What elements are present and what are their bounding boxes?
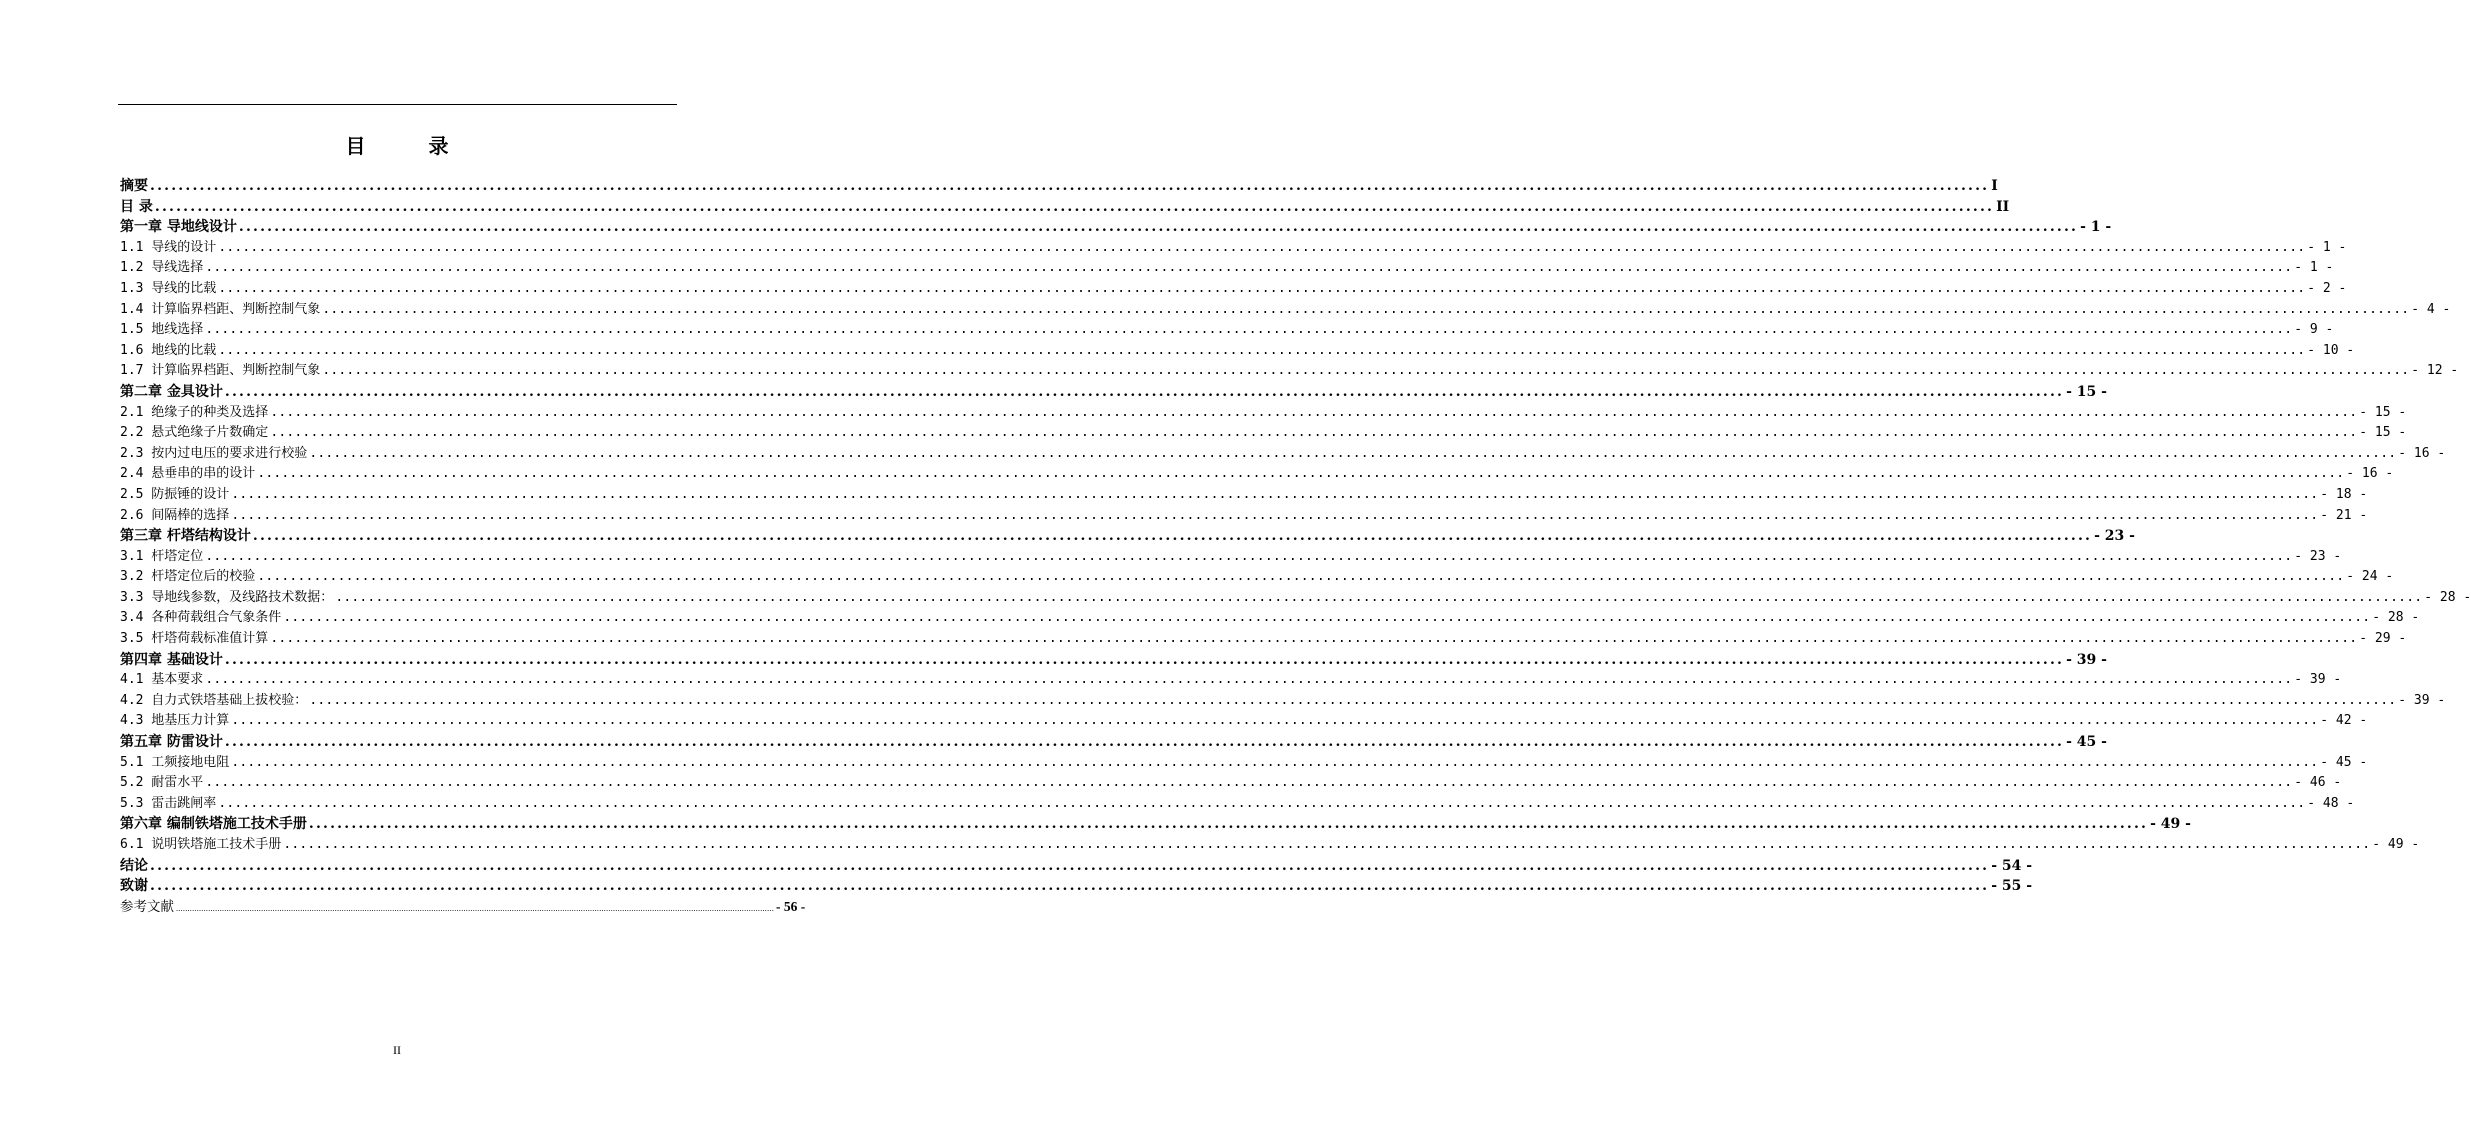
toc-entry-page: - 24 - bbox=[2346, 569, 2394, 585]
toc-entry-page: - 10 - bbox=[2307, 342, 2355, 358]
toc-dot-leader: .................................................................................................................................................................................................................................................................... bbox=[322, 301, 2410, 317]
toc-entry-page: - 28 - bbox=[2424, 589, 2471, 605]
toc-entry-label: 2.2 悬式绝缘子片数确定 bbox=[120, 425, 269, 441]
toc-entry[interactable] bbox=[120, 341, 2355, 362]
toc-entry[interactable] bbox=[120, 691, 2446, 712]
toc-dot-leader: .................................................................................................................................................................................................................................................................... bbox=[270, 404, 2358, 420]
toc-dot-leader: .................................................................................................................................................................................................................................................................... bbox=[218, 342, 2306, 358]
toc-dot-leader: .................................................................................................................................................................................................................................................................... bbox=[176, 903, 774, 913]
toc-entry-label: 第二章 金具设计 bbox=[120, 383, 223, 400]
toc-entry[interactable] bbox=[120, 403, 2407, 424]
toc-entry-label: 2.5 防振锤的设计 bbox=[120, 486, 230, 502]
toc-entry-label: 5.2 耐雷水平 bbox=[120, 775, 204, 791]
toc-dot-leader: .................................................................................................................................................................................................................................................................... bbox=[205, 260, 2293, 276]
toc-entry-page: - 15 - bbox=[2359, 425, 2407, 441]
toc-dot-leader: .................................................................................................................................................................................................................................................................... bbox=[205, 322, 2293, 338]
toc-dot-leader: .................................................................................................................................................................................................................................................................... bbox=[257, 569, 2345, 585]
toc-entry-page: - 39 - bbox=[2398, 692, 2446, 708]
toc-entry-page: - 54 - bbox=[1991, 857, 2033, 874]
toc-entry-label: 2.4 悬垂串的串的设计 bbox=[120, 466, 256, 482]
toc-entry-label: 4.3 地基压力计算 bbox=[120, 713, 230, 729]
toc-dot-leader: .................................................................................................................................................................................................................................................................... bbox=[224, 651, 2065, 668]
toc-entry[interactable] bbox=[120, 526, 2135, 547]
toc-dot-leader: .................................................................................................................................................................................................................................................................... bbox=[154, 198, 1995, 215]
toc-dot-leader: .................................................................................................................................................................................................................................................................... bbox=[309, 445, 2397, 461]
toc-entry-label: 1.4 计算临界档距、判断控制气象 bbox=[120, 301, 321, 317]
toc-entry-label: 3.4 各种荷载组合气象条件 bbox=[120, 610, 282, 626]
toc-dot-leader: .................................................................................................................................................................................................................................................................... bbox=[231, 713, 2319, 729]
toc-dot-leader: .................................................................................................................................................................................................................................................................... bbox=[231, 507, 2319, 523]
toc-entry-page: - 15 - bbox=[2066, 383, 2107, 400]
toc-dot-leader: .................................................................................................................................................................................................................................................................... bbox=[257, 466, 2345, 482]
toc-entry[interactable] bbox=[120, 485, 2368, 506]
toc-entry[interactable] bbox=[120, 629, 2407, 650]
toc-dot-leader: .................................................................................................................................................................................................................................................................... bbox=[270, 425, 2358, 441]
toc-dot-leader: .................................................................................................................................................................................................................................................................... bbox=[231, 754, 2319, 770]
toc-dot-leader: .................................................................................................................................................................................................................................................................... bbox=[309, 692, 2397, 708]
toc-entry[interactable] bbox=[120, 258, 2334, 279]
toc-entry-page: - 9 - bbox=[2294, 322, 2334, 338]
toc-dot-leader: .................................................................................................................................................................................................................................................................... bbox=[283, 837, 2371, 852]
toc-entry[interactable] bbox=[120, 197, 2010, 218]
toc-entry-label: 参考文献 bbox=[120, 898, 174, 914]
table-of-contents bbox=[120, 176, 2471, 917]
toc-entry-page: - 4 - bbox=[2411, 301, 2451, 317]
toc-dot-leader: .................................................................................................................................................................................................................................................................... bbox=[238, 219, 2079, 236]
toc-dot-leader: .................................................................................................................................................................................................................................................................... bbox=[335, 589, 2423, 605]
toc-dot-leader: .................................................................................................................................................................................................................................................................... bbox=[252, 528, 2093, 545]
toc-entry-label: 1.5 地线选择 bbox=[120, 322, 204, 338]
toc-entry-label: 2.3 按内过电压的要求进行校验 bbox=[120, 445, 308, 461]
toc-entry-label: 6.1 说明铁塔施工技术手册 bbox=[120, 837, 282, 852]
toc-dot-leader: .................................................................................................................................................................................................................................................................... bbox=[150, 878, 1990, 895]
toc-entry-page: - 29 - bbox=[2359, 631, 2407, 647]
toc-entry-label: 目 录 bbox=[120, 198, 153, 215]
toc-entry-page: - 28 - bbox=[2372, 610, 2420, 626]
toc-entry[interactable] bbox=[120, 567, 2394, 588]
toc-entry[interactable] bbox=[120, 876, 2033, 897]
toc-entry[interactable] bbox=[120, 835, 2420, 856]
toc-entry-label: 结论 bbox=[120, 857, 148, 874]
toc-entry[interactable] bbox=[120, 320, 2334, 341]
toc-entry[interactable] bbox=[120, 732, 2107, 753]
toc-entry-label: 第四章 基础设计 bbox=[120, 651, 223, 668]
toc-entry-page: I bbox=[1991, 178, 1998, 194]
toc-dot-leader: .................................................................................................................................................................................................................................................................... bbox=[283, 610, 2371, 626]
footer-page-number: II bbox=[393, 1043, 401, 1057]
toc-entry-label: 2.1 绝缘子的种类及选择 bbox=[120, 404, 269, 420]
toc-entry-label: 3.3 导地线参数，及线路技术数据： bbox=[120, 589, 334, 605]
toc-entry-page: - 45 - bbox=[2066, 734, 2107, 751]
toc-entry-label: 5.1 工频接地电阻 bbox=[120, 754, 230, 770]
toc-entry[interactable] bbox=[120, 650, 2107, 671]
toc-entry-label: 1.2 导线选择 bbox=[120, 260, 204, 276]
toc-entry-label: 第六章 编制铁塔施工技术手册 bbox=[120, 816, 307, 833]
toc-entry-label: 5.3 雷击跳闸率 bbox=[120, 795, 217, 811]
toc-entry-label: 致谢 bbox=[120, 878, 148, 895]
toc-entry-label: 第五章 防雷设计 bbox=[120, 734, 223, 751]
toc-entry[interactable] bbox=[120, 608, 2420, 629]
toc-entry-label: 1.3 导线的比载 bbox=[120, 280, 217, 296]
toc-entry-label: 3.1 杆塔定位 bbox=[120, 548, 204, 564]
toc-entry-page: - 42 - bbox=[2320, 713, 2368, 729]
toc-entry-page: - 49 - bbox=[2372, 837, 2420, 852]
toc-entry[interactable] bbox=[120, 670, 2342, 691]
toc-entry-page: - 2 - bbox=[2307, 280, 2347, 296]
toc-dot-leader: .................................................................................................................................................................................................................................................................... bbox=[218, 280, 2306, 296]
toc-entry[interactable] bbox=[120, 753, 2368, 774]
toc-entry[interactable] bbox=[120, 814, 2191, 835]
toc-entry-label: 4.1 基本要求 bbox=[120, 672, 204, 688]
toc-entry[interactable] bbox=[120, 361, 2459, 382]
toc-dot-leader: .................................................................................................................................................................................................................................................................... bbox=[322, 363, 2410, 379]
toc-entry-page: - 46 - bbox=[2294, 775, 2342, 791]
toc-dot-leader: .................................................................................................................................................................................................................................................................... bbox=[270, 631, 2358, 647]
toc-entry[interactable] bbox=[120, 464, 2394, 485]
toc-entry-page: - 16 - bbox=[2346, 466, 2394, 482]
toc-entry-label: 1.1 导线的设计 bbox=[120, 239, 217, 255]
toc-entry-label: 2.6 间隔棒的选择 bbox=[120, 507, 230, 523]
toc-entry-page: - 12 - bbox=[2411, 363, 2459, 379]
toc-entry[interactable] bbox=[120, 217, 2112, 238]
toc-dot-leader: .................................................................................................................................................................................................................................................................... bbox=[224, 383, 2065, 400]
toc-entry[interactable] bbox=[120, 588, 2471, 609]
toc-entry-page: - 45 - bbox=[2320, 754, 2368, 770]
toc-dot-leader: .................................................................................................................................................................................................................................................................... bbox=[218, 239, 2306, 255]
toc-entry[interactable] bbox=[120, 547, 2342, 568]
toc-title: 目 录 bbox=[345, 134, 477, 158]
toc-entry-page: - 23 - bbox=[2094, 528, 2135, 545]
toc-entry-page: - 23 - bbox=[2294, 548, 2342, 564]
toc-entry-page: - 1 - bbox=[2294, 260, 2334, 276]
toc-entry-page: II bbox=[1996, 198, 2010, 215]
toc-entry-page: - 1 - bbox=[2080, 219, 2112, 236]
toc-entry[interactable] bbox=[120, 856, 2033, 877]
toc-entry-page: - 15 - bbox=[2359, 404, 2407, 420]
toc-entry-page: - 18 - bbox=[2320, 486, 2368, 502]
toc-entry-page: - 56 - bbox=[776, 898, 806, 914]
toc-dot-leader: .................................................................................................................................................................................................................................................................... bbox=[218, 795, 2306, 811]
toc-entry-label: 摘要 bbox=[120, 178, 148, 194]
toc-dot-leader: .................................................................................................................................................................................................................................................................... bbox=[205, 775, 2293, 791]
toc-entry[interactable] bbox=[120, 711, 2368, 732]
toc-entry-label: 第一章 导地线设计 bbox=[120, 219, 237, 236]
toc-dot-leader: .................................................................................................................................................................................................................................................................... bbox=[308, 816, 2149, 833]
toc-entry[interactable] bbox=[120, 382, 2107, 403]
toc-dot-leader: .................................................................................................................................................................................................................................................................... bbox=[205, 548, 2293, 564]
toc-dot-leader: .................................................................................................................................................................................................................................................................... bbox=[205, 672, 2293, 688]
header-rule bbox=[118, 104, 677, 105]
toc-entry[interactable] bbox=[120, 444, 2446, 465]
toc-entry[interactable] bbox=[120, 279, 2347, 300]
toc-entry-page: - 39 - bbox=[2294, 672, 2342, 688]
toc-dot-leader: .................................................................................................................................................................................................................................................................... bbox=[150, 178, 1990, 194]
toc-entry-label: 1.7 计算临界档距、判断控制气象 bbox=[120, 363, 321, 379]
toc-dot-leader: .................................................................................................................................................................................................................................................................... bbox=[150, 857, 1990, 874]
toc-entry[interactable] bbox=[120, 794, 2355, 815]
toc-entry-label: 4.2 自力式铁塔基础上拔校验： bbox=[120, 692, 308, 708]
toc-entry-label: 第三章 杆塔结构设计 bbox=[120, 528, 251, 545]
toc-entry[interactable] bbox=[120, 238, 2347, 259]
toc-dot-leader: .................................................................................................................................................................................................................................................................... bbox=[231, 486, 2319, 502]
toc-entry-label: 1.6 地线的比载 bbox=[120, 342, 217, 358]
toc-entry[interactable] bbox=[120, 773, 2342, 794]
toc-entry[interactable] bbox=[120, 897, 806, 918]
toc-entry-label: 3.2 杆塔定位后的校验 bbox=[120, 569, 256, 585]
toc-entry[interactable] bbox=[120, 506, 2368, 527]
toc-entry-page: - 48 - bbox=[2307, 795, 2355, 811]
toc-entry[interactable] bbox=[120, 176, 1998, 197]
toc-entry-page: - 39 - bbox=[2066, 651, 2107, 668]
toc-entry-page: - 21 - bbox=[2320, 507, 2368, 523]
toc-entry-label: 3.5 杆塔荷载标准值计算 bbox=[120, 631, 269, 647]
toc-entry[interactable] bbox=[120, 300, 2451, 321]
toc-entry-page: - 16 - bbox=[2398, 445, 2446, 461]
toc-entry-page: - 1 - bbox=[2307, 239, 2347, 255]
toc-dot-leader: .................................................................................................................................................................................................................................................................... bbox=[224, 734, 2065, 751]
toc-entry[interactable] bbox=[120, 423, 2407, 444]
toc-entry-page: - 49 - bbox=[2150, 816, 2191, 833]
toc-entry-page: - 55 - bbox=[1991, 878, 2033, 895]
